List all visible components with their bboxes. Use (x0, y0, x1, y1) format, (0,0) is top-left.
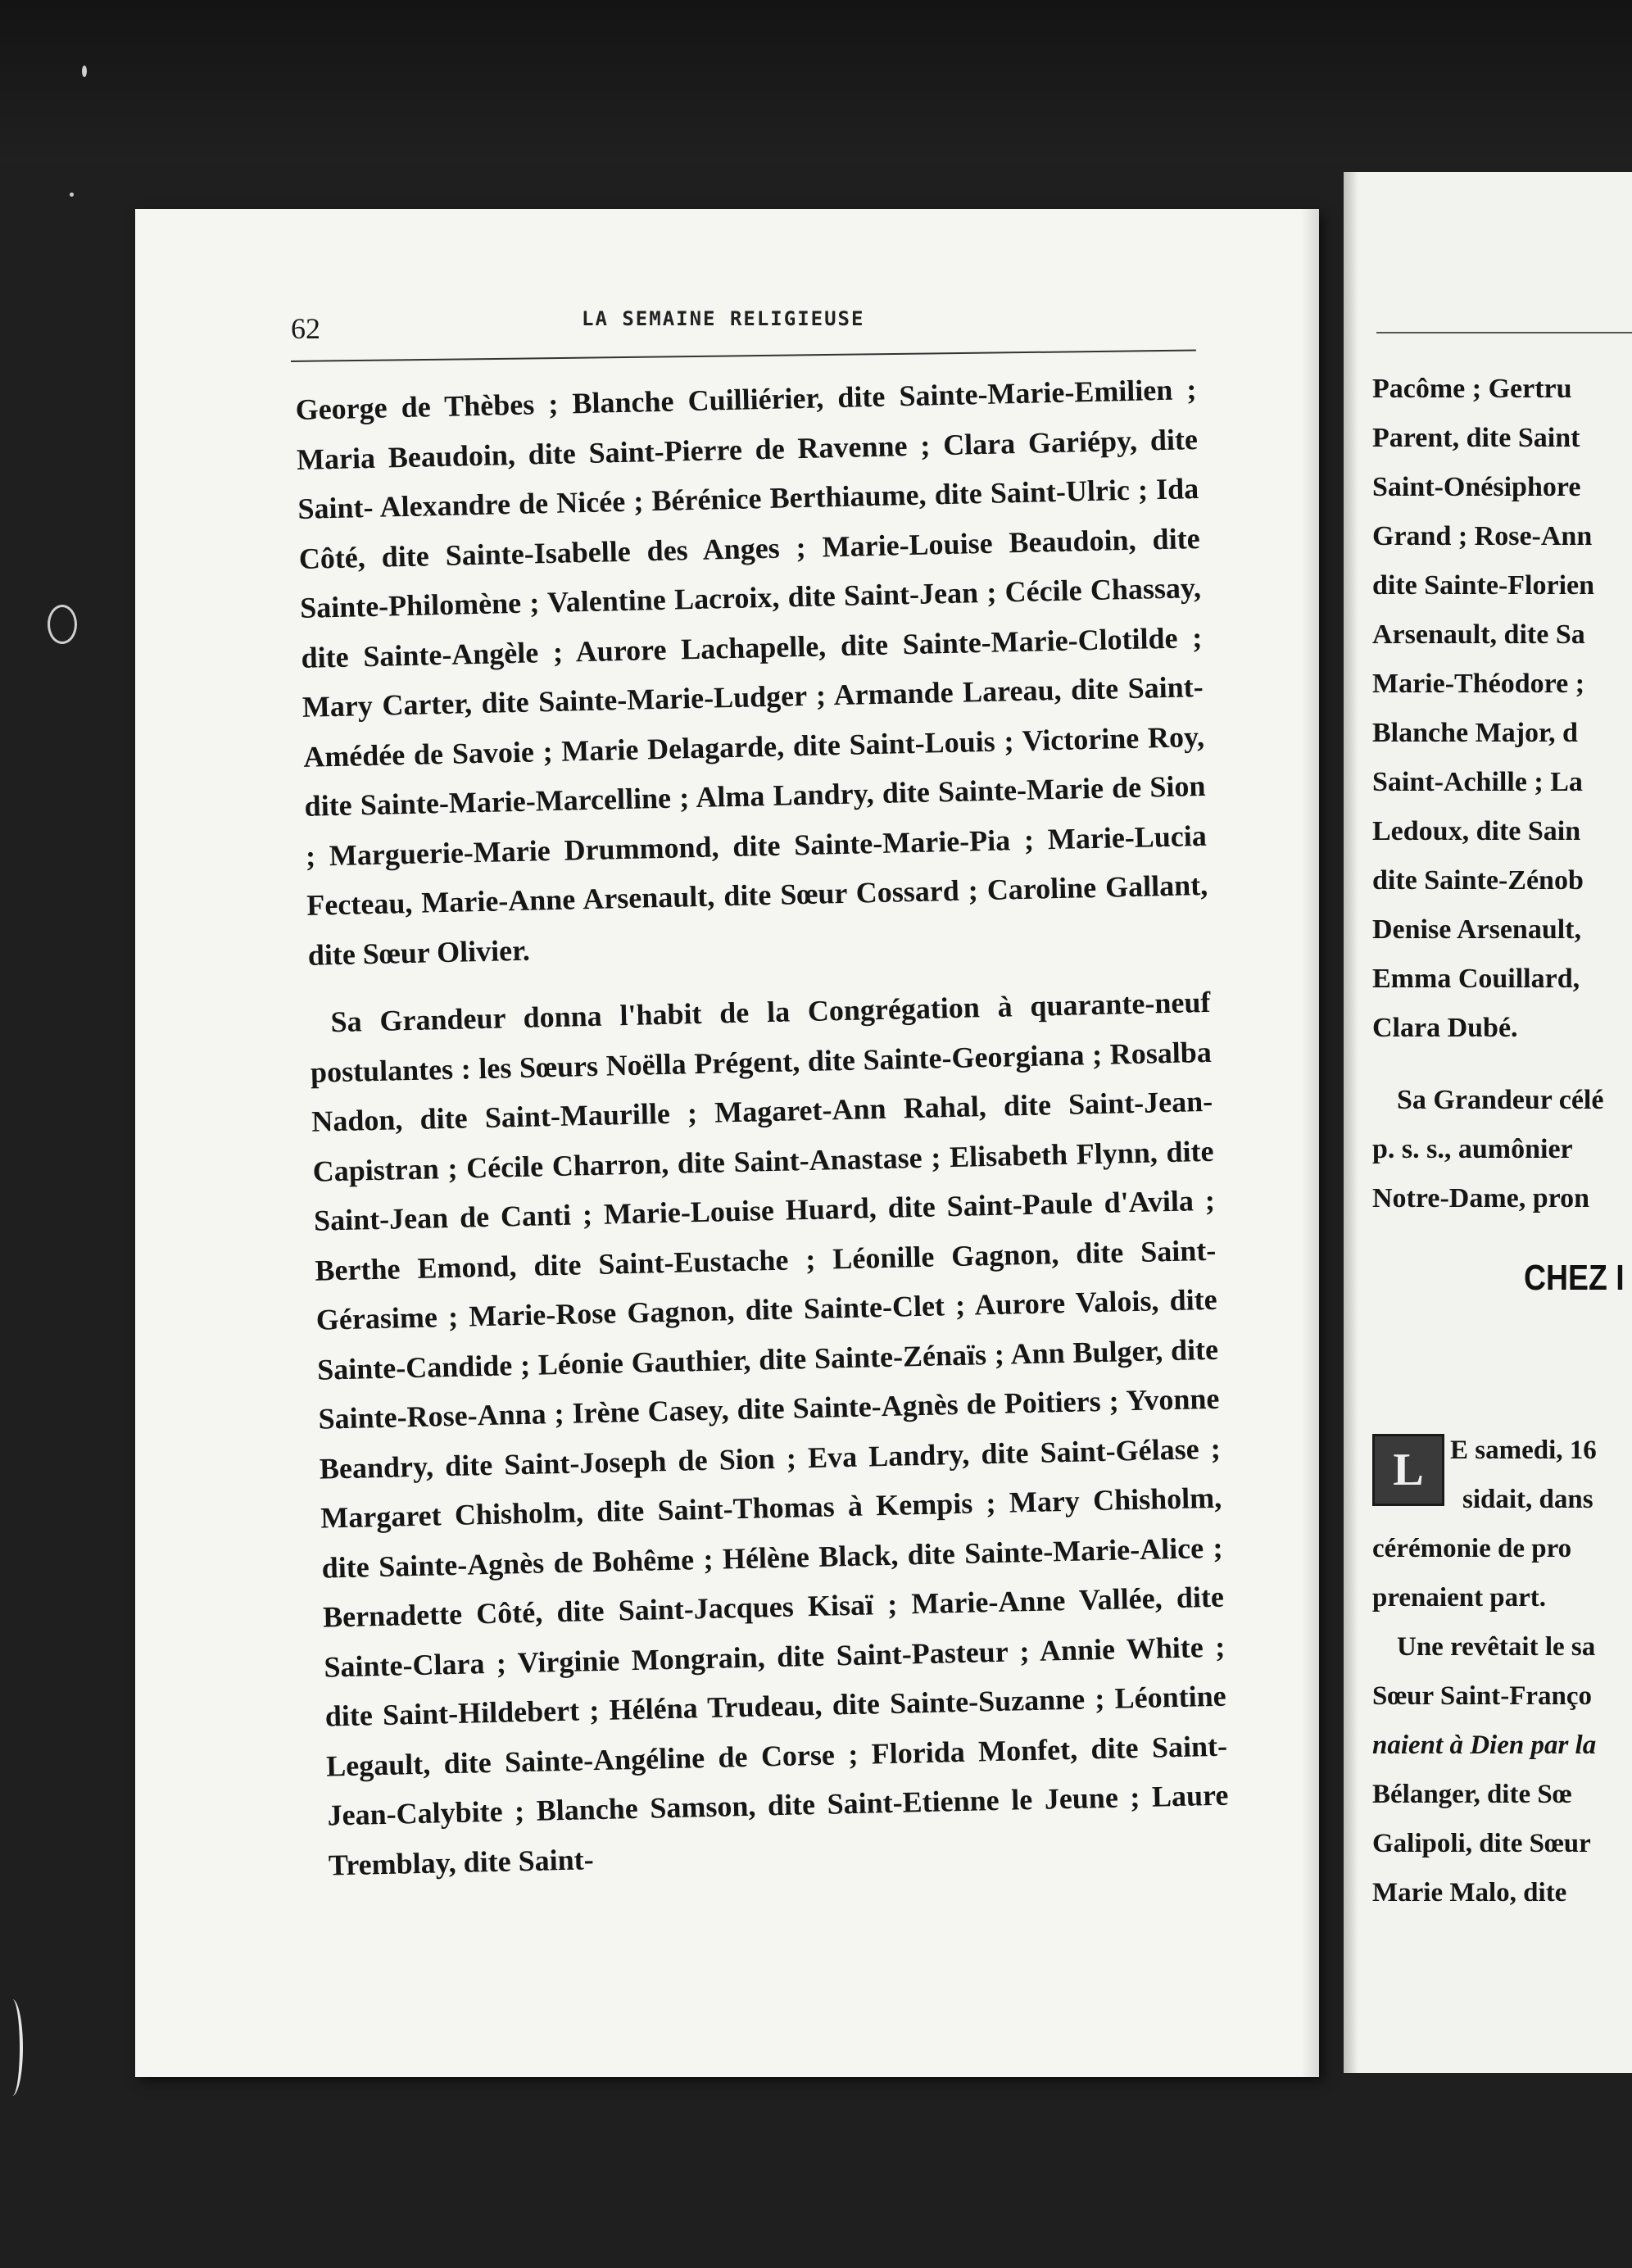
left-page (135, 209, 1319, 2077)
body-text (295, 365, 1231, 1907)
dust-speck (70, 193, 74, 197)
right-column-top (1372, 365, 1632, 1223)
text-line: Pacôme ; Gertru (1372, 374, 1572, 404)
text-line: prenaient part. (1372, 1583, 1547, 1613)
right-column-bottom (1372, 1426, 1632, 1917)
text-line: Galipoli, dite Sœur (1372, 1829, 1591, 1858)
text-line: Denise Arsenault, (1372, 914, 1581, 945)
text-line: Une revêtait le sa (1397, 1632, 1596, 1662)
text-line: naient à Dien par la (1372, 1730, 1597, 1760)
page-spine-shadow (1301, 209, 1319, 2077)
text-line: sidait, dans (1462, 1485, 1593, 1514)
text-line: Sa Grandeur célé (1397, 1085, 1604, 1115)
margin-mark (48, 605, 77, 644)
margin-mark (2, 1999, 23, 2096)
background-shadow (0, 0, 1632, 164)
running-head: LA SEMAINE RELIGIEUSE (582, 307, 865, 330)
text-line: Grand ; Rose-Ann (1372, 521, 1593, 551)
text-line: Emma Couillard, (1372, 964, 1580, 994)
drop-cap: L (1372, 1434, 1444, 1506)
text-line: Clara Dubé. (1372, 1013, 1518, 1043)
paragraph: George de Thèbes ; Blanche Cuilliérier, dite Sainte-Marie-Emilien ; Maria Beaudoin, dite Saint-Pierre de Ravenne ; Clara Gariépy, dite Saint- Alexandre de Nicée ; Bérénice Berthiaume, dite Saint-Ulric ; Ida Côté, dite Sainte-Isabelle des Anges ; Marie-Louise Beaudoin, dite Sainte-Philomène ; Valentine Lacroix, dite Saint-Jean ; Cécile Chassay, dite Sainte-Angèle ; Aurore Lachapelle, dite Sainte-Marie-Clotilde ; Mary Carter, dite Sainte-Marie-Ludger ; Armande Lareau, dite Saint-Amédée de Savoie ; Marie Delagarde, dite Saint-Louis ; Victorine Roy, dite Sainte-Marie-Marcelline ; Alma Landry, dite Sainte-Marie de Sion ; Marguerie-Marie Drummond, dite Sainte-Marie-Pia ; Marie-Lucia Fecteau, Marie-Anne Arsenault, dite Sœur Cossard ; Caroline Gallant, dite Sœur Olivier. (295, 373, 1208, 972)
text-line: Marie-Théodore ; (1372, 669, 1585, 699)
text-line: dite Sainte-Florien (1372, 570, 1595, 601)
text-line: Marie Malo, dite (1372, 1878, 1567, 1907)
page-gutter-shadow (1344, 172, 1358, 2073)
section-heading: CHEZ I (1524, 1258, 1625, 1298)
text-line: Bélanger, dite Sœ (1372, 1780, 1572, 1809)
text-line: dite Sainte-Zénob (1372, 865, 1584, 896)
page-number: 62 (291, 312, 320, 345)
text-line: cérémonie de pro (1372, 1534, 1572, 1563)
text-line: E samedi, 16 (1450, 1436, 1597, 1465)
text-line: Saint-Onésiphore (1372, 472, 1581, 502)
text-line: Sœur Saint-Franço (1372, 1681, 1592, 1711)
header-rule (1376, 332, 1632, 333)
dust-speck (82, 66, 87, 77)
text-line: Blanche Major, d (1372, 718, 1578, 748)
header-rule (291, 350, 1196, 362)
paragraph: Sa Grandeur donna l'habit de la Congrégation à quarante-neuf postulantes : les Sœurs Noëlla Prégent, dite Sainte-Georgiana ; Rosalba Nadon, dite Saint-Maurille ; Magaret-Ann Rahal, dite Saint-Jean-Capistran ; Cécile Charron, dite Saint-Anastase ; Elisabeth Flynn, dite Saint-Jean de Canti ; Marie-Louise Huard, dite Saint-Paule d'Avila ; Berthe Emond, dite Saint-Eustache ; Léonille Gagnon, dite Saint-Gérasime ; Marie-Rose Gagnon, dite Sainte-Clet ; Aurore Valois, dite Sainte-Candide ; Léonie Gauthier, dite Sainte-Zénaïs ; Ann Bulger, dite Sainte-Rose-Anna ; Irène Casey, dite Sainte-Agnès de Poitiers ; Yvonne Beandry, dite Saint-Joseph de Sion ; Eva Landry, dite Saint-Gélase ; Margaret Chisholm, dite Saint-Thomas à Kempis ; Mary Chisholm, dite Sainte-Agnès de Bohême ; Hélène Black, dite Sainte-Marie-Alice ; Bernadette Côté, dite Saint-Jacques Kisaï ; Marie-Anne Vallée, dite Sainte-Clara ; Virginie Mongrain, dite Saint-Pasteur ; Annie White ; dite Saint-Hildebert ; Héléna Trudeau, dite Sainte-Suzanne ; Léontine Legault, dite Sainte-Angéline de Corse ; Florida Monfet, dite Saint-Jean-Calybite ; Blanche Samson, dite Saint-Etienne le Jeune ; Laure Tremblay, dite Saint- (310, 985, 1229, 1882)
text-line: Ledoux, dite Sain (1372, 816, 1581, 846)
text-line: Notre-Dame, pron (1372, 1183, 1590, 1213)
text-line: Saint-Achille ; La (1372, 767, 1583, 797)
text-line: p. s. s., aumônier (1372, 1134, 1573, 1164)
right-page (1344, 172, 1632, 2073)
text-line: Parent, dite Saint (1372, 423, 1580, 453)
text-line: Arsenault, dite Sa (1372, 619, 1585, 650)
